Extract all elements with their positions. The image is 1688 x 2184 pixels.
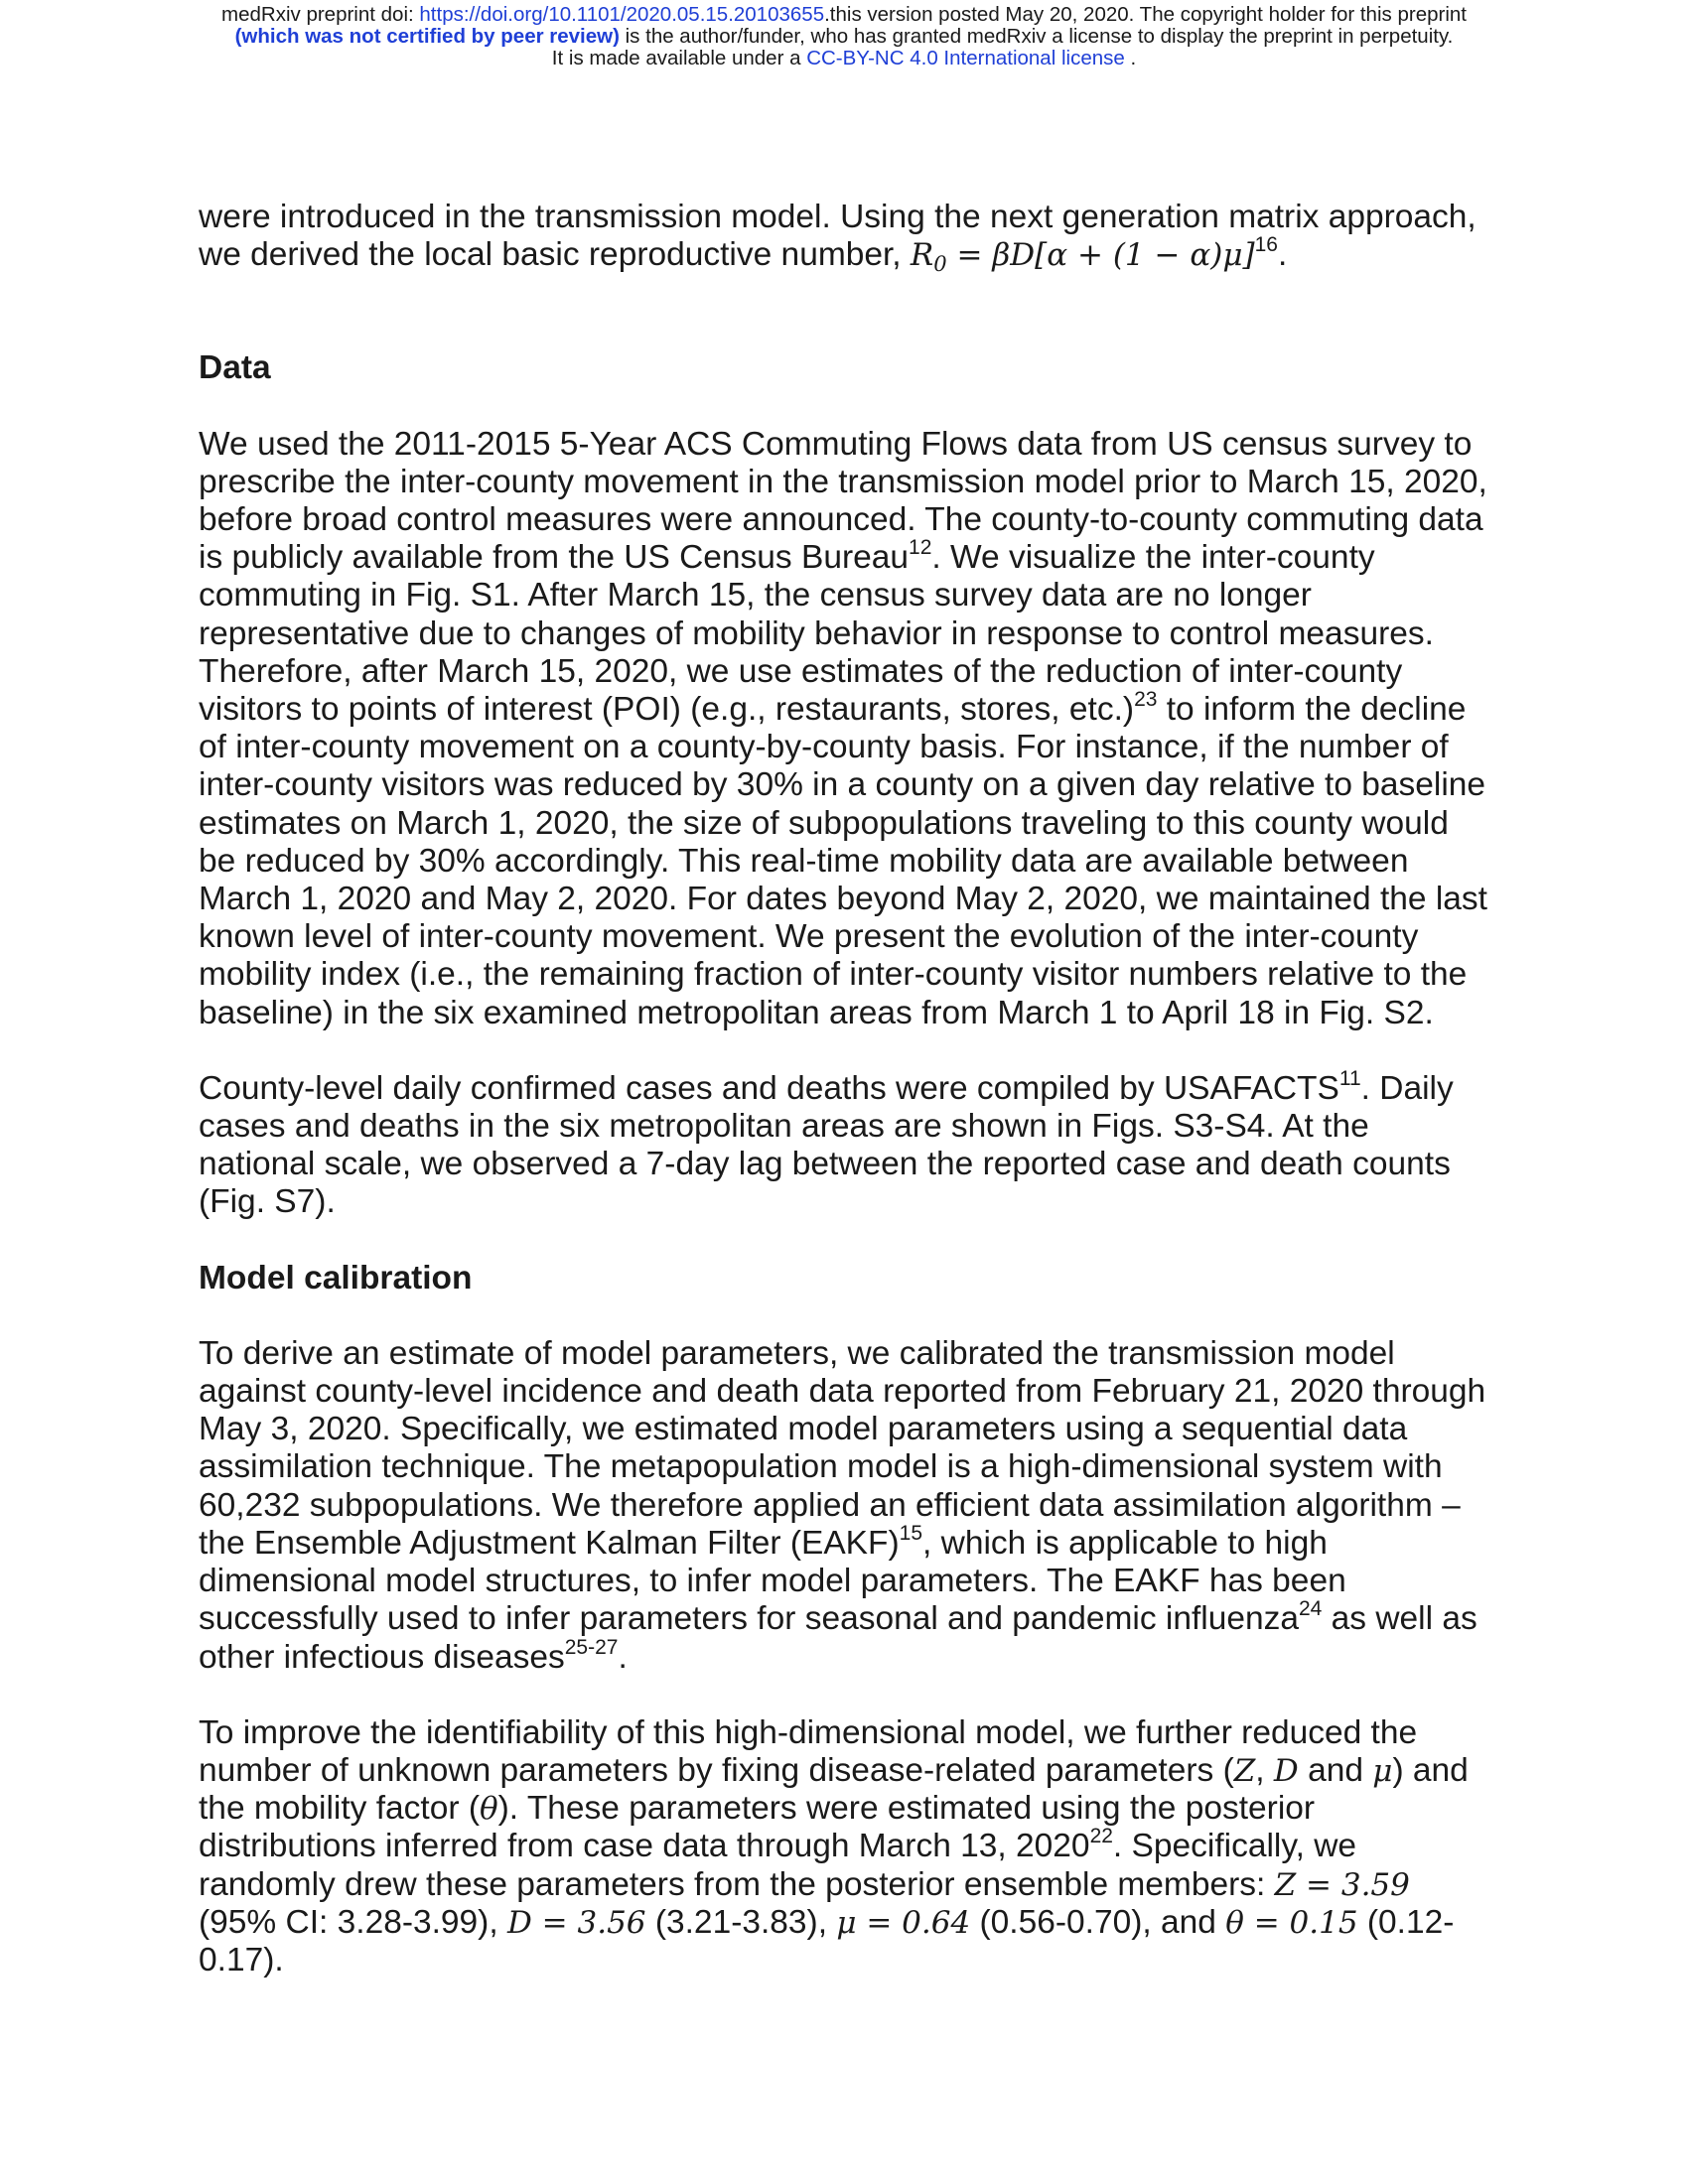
- citation-ref: 25-27: [564, 1635, 619, 1659]
- intro-text: were introduced in the transmission model. Using the next generation matrix approach, we derived the local basic reproductive number,: [199, 199, 1477, 274]
- citation-ref: 11: [1338, 1066, 1361, 1090]
- citation-ref: 15: [899, 1521, 923, 1545]
- section-heading-data: Data: [199, 349, 271, 387]
- header-line-1: [0, 4, 1688, 26]
- ci-theta: (0.12-0.17).: [199, 1903, 1455, 1979]
- cal-p2-text-a: To improve the identifiability of this high-dimensional model, we further reduced the number of unknown parameters by fixing disease-related parameters (: [199, 1713, 1418, 1789]
- header-version-text: .this version posted May 20, 2020. The copyright holder for this preprint: [824, 3, 1467, 26]
- preprint-header: [0, 4, 1688, 69]
- data-p2-text-b: . Daily cases and deaths in the six metropolitan areas are shown in Figs. S3-S4. At the national scale, we observed a 7-day lag between the reported case and death counts (Fig. S7).: [199, 1069, 1454, 1221]
- symbol-d: D: [1273, 1752, 1299, 1789]
- data-p2-text-a: County-level daily confirmed cases and deaths were compiled by USAFACTS: [199, 1069, 1339, 1107]
- separator: ,: [1255, 1751, 1274, 1789]
- symbol-z: Z: [1233, 1752, 1256, 1789]
- cal-p1-text-a: To derive an estimate of model parameters, we calibrated the transmission model against county-level incidence and death data reported from February 21, 2020 through May 3, 2020. Specifically, we estimated model parameters using a sequential data assimilation technique. The metapopulation model is a high-dimensional system with 60,232 subpopulations. We therefore applied an efficient data assimilation algorithm – the Ensemble Adjustment Kalman Filter (EAKF): [199, 1334, 1486, 1562]
- r0-formula: βD[α + (1 − α)μ]: [992, 237, 1255, 274]
- cal-p1-text-b: , which is applicable to high dimensional model structures, to infer model parameters. The EAKF has been successfully used to infer parameters for seasonal and pandemic influenza: [199, 1524, 1346, 1638]
- intro-end: .: [1277, 236, 1288, 274]
- ci-z: (95% CI: 3.28-3.99),: [199, 1903, 507, 1941]
- ci-mu: (0.56-0.70), and: [970, 1903, 1226, 1941]
- citation-ref: 16: [1254, 233, 1278, 257]
- calibration-paragraph-1: [199, 1335, 1489, 1677]
- cal-p2-text-d: . Specifically, we randomly drew these parameters from the posterior ensemble members:: [199, 1828, 1357, 1903]
- data-p1-text-b: . We visualize the inter-county commuting in Fig. S1. After March 15, the census survey data are no longer representative due to changes of mobility behavior in response to control measures. Therefore, after March 15, 2020, we use estimates of the reduction of inter-county visitors to points of interest (POI) (e.g., restaurants, stores, etc.): [199, 539, 1434, 729]
- intro-paragraph: [199, 199, 1489, 277]
- license-suffix: .: [1124, 47, 1137, 69]
- conjunction: and: [1298, 1751, 1373, 1789]
- section-heading-model-calibration: Model calibration: [199, 1259, 473, 1297]
- equation-theta: θ = 0.15: [1225, 1904, 1358, 1941]
- equals-sign: =: [946, 237, 993, 274]
- header-doi-label: medRxiv preprint doi:: [221, 3, 420, 26]
- equation-d: D = 3.56: [506, 1904, 646, 1941]
- equation-mu: μ = 0.64: [836, 1904, 971, 1941]
- citation-ref: 22: [1089, 1825, 1113, 1848]
- cal-p2-text-b: ) and the mobility factor (: [199, 1751, 1469, 1828]
- cal-p1-text-d: .: [618, 1638, 628, 1676]
- citation-ref: 12: [909, 536, 932, 560]
- cal-p2-text-c: ). These parameters were estimated using the posterior distributions inferred from case data through March 13, 2020: [199, 1790, 1316, 1865]
- peer-review-notice: (which was not certified by peer review): [234, 25, 620, 48]
- r0-symbol: $R_0$: [910, 237, 947, 277]
- data-p1-text-a: We used the 2011-2015 5-Year ACS Commuting Flows data from US census survey to prescribe the inter-county movement in the transmission model prior to March 15, 2020, before broad control measures were announced. The county-to-county commuting data is publicly available from the US Census Bureau: [199, 425, 1487, 577]
- symbol-mu: μ: [1372, 1752, 1393, 1789]
- symbol-theta: θ: [479, 1791, 498, 1828]
- ci-d: (3.21-3.83),: [645, 1903, 837, 1941]
- doi-link[interactable]: https://doi.org/10.1101/2020.05.15.20103655: [419, 3, 825, 26]
- cal-p1-text-c: as well as other infectious diseases: [199, 1600, 1477, 1676]
- page-body: [199, 199, 1489, 1979]
- data-p1-text-c: to inform the decline of inter-county movement on a county-by-county basis. For instance, if the number of inter-county visitors was reduced by 30% in a county on a given day relative to baseline estimates on March 1, 2020, the size of subpopulations traveling to this county would be reduced by 30% accordingly. This real-time mobility data are available between March 1, 2020 and May 2, 2020. For dates beyond May 2, 2020, we maintained the last known level of inter-county movement. We present the evolution of the inter-county mobility index (i.e., the remaining fraction of inter-county visitor numbers relative to the baseline) in the six examined metropolitan areas from March 1 to April 18 in Fig. S2.: [199, 691, 1487, 1031]
- calibration-paragraph-2: [199, 1714, 1489, 1979]
- license-grant-text: is the author/funder, who has granted medRxiv a license to display the preprint in perpetuity.: [619, 25, 1454, 48]
- license-prefix: It is made available under a: [551, 47, 807, 69]
- citation-ref: 24: [1298, 1597, 1323, 1621]
- citation-ref: 23: [1134, 688, 1158, 712]
- data-paragraph-2: [199, 1066, 1489, 1222]
- data-paragraph-1: [199, 426, 1489, 1032]
- header-line-2: [0, 26, 1688, 48]
- license-link[interactable]: CC-BY-NC 4.0 International license: [806, 47, 1125, 69]
- header-line-3: [0, 48, 1688, 69]
- equation-z: Z = 3.59: [1274, 1866, 1410, 1903]
